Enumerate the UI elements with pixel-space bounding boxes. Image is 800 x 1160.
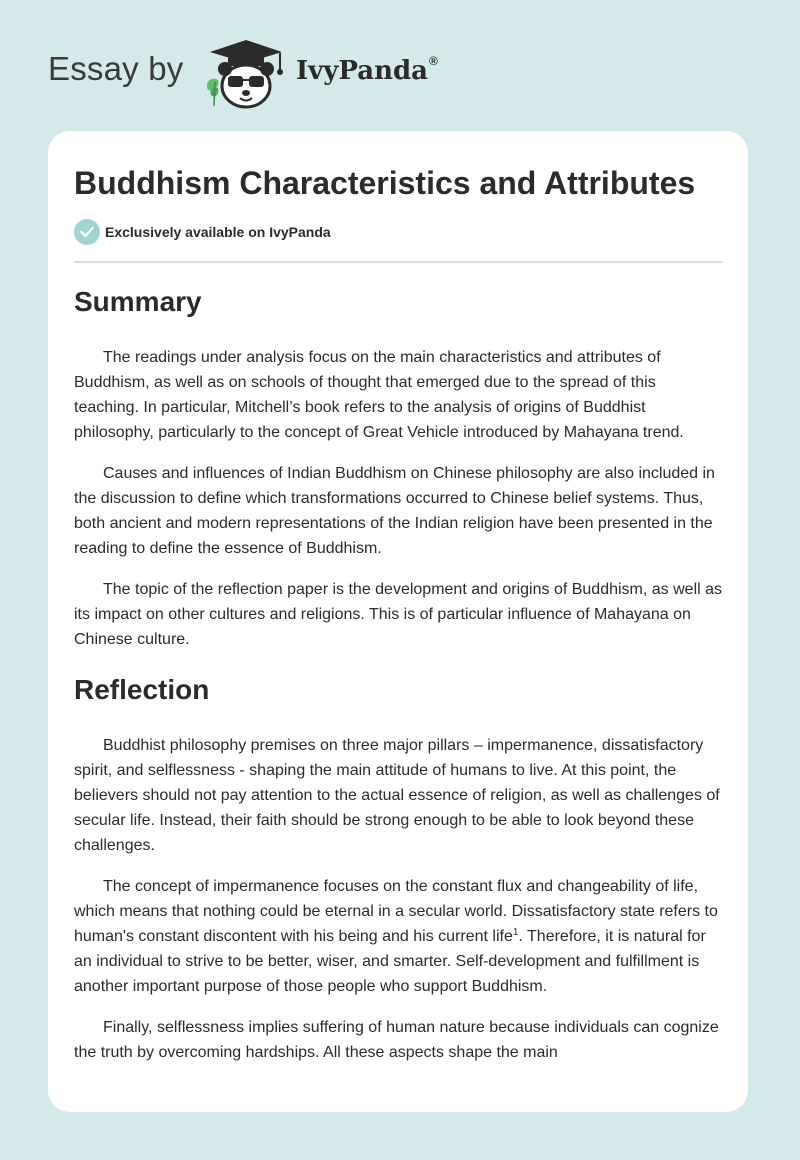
paragraph-text: The concept of impermanence focuses on the constant flux and changeability of life, which means that nothing could be eternal in a secular world. Dissatisfactory state refers to human's constant discontent with his being and his current life (74, 878, 718, 945)
essay-content (74, 163, 724, 1065)
brand-name (296, 54, 438, 86)
footnote-marker[interactable]: 1 (512, 927, 519, 938)
paragraph: Causes and influences of Indian Buddhism on Chinese philosophy are also included in the discussion to define which transformations occurred to Chinese belief systems. Thus, both ancient and modern representations of the Indian religion have been presented in the reading to define the essence of Buddhism. (74, 465, 715, 557)
paragraph: The topic of the reflection paper is the development and origins of Buddhism, as well as its impact on other cultures and religions. This is of particular influence of Mahayana on Chinese culture. (74, 581, 723, 648)
page-title: Buddhism Characteristics and Attributes (74, 165, 696, 201)
panda-logo-icon (202, 36, 290, 112)
essay-card (48, 131, 748, 1112)
section-heading-reflection: Reflection (74, 674, 210, 705)
paragraph-text: . Therefore, it is natural for an individual to strive to be better, wiser, and smarter. Self-development and fulfillment is another important purpose of those people who support Buddhism. (74, 928, 706, 995)
exclusive-badge (74, 219, 724, 245)
site-header (48, 32, 548, 112)
essay-by-label: Essay by (48, 50, 184, 87)
brand-text: IvyPanda (296, 56, 429, 86)
registered-mark: ® (429, 54, 438, 68)
paragraph: The readings under analysis focus on the main characteristics and attributes of Buddhism, as well as on schools of thought that emerged due to the spread of this teaching. In particular, Mitchell’s book refers to the analysis of origins of Buddhist philosophy, particularly to the concept of Great Vehicle introduced by Mahayana trend. (74, 349, 684, 441)
paragraph: Buddhist philosophy premises on three major pillars – impermanence, dissatisfactory spirit, and selflessness - shaping the main attitude of humans to live. At this point, the believers should not pay attention to the actual essence of religion, as well as challenges of secular life. Instead, their faith should be strong enough to be able to look beyond these challenges. (74, 737, 720, 854)
divider (74, 261, 723, 263)
paragraph (74, 874, 724, 999)
section-heading-summary: Summary (74, 286, 202, 317)
exclusive-label: Exclusively available on IvyPanda (105, 224, 331, 240)
check-icon (74, 219, 100, 245)
paragraph: Finally, selflessness implies suffering of human nature because individuals can cognize the truth by overcoming hardships. All these aspects shape the main (74, 1019, 719, 1061)
